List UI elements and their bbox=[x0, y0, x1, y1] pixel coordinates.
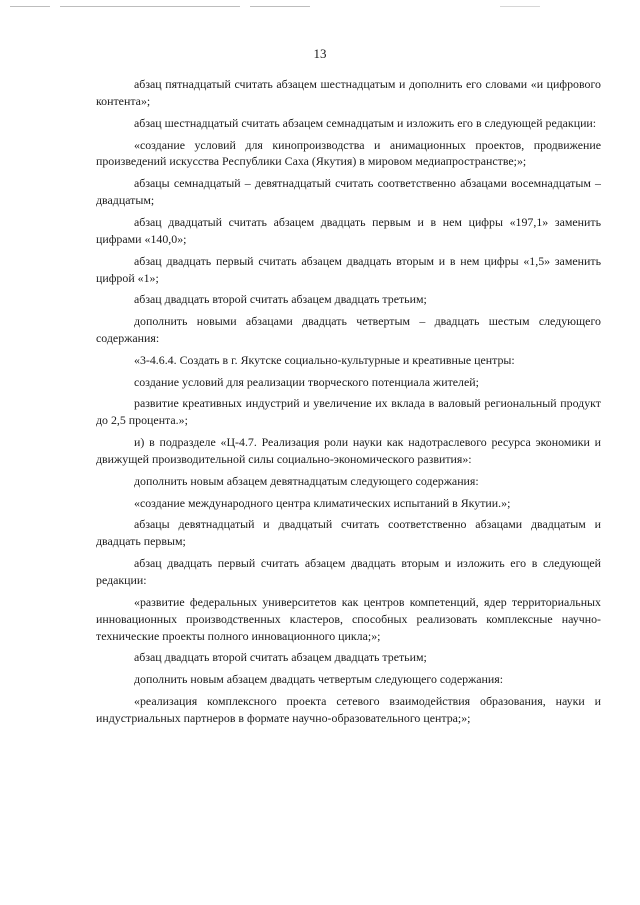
paragraph: абзац шестнадцатый считать абзацем семнадцатым и изложить его в следующей редакции: bbox=[134, 115, 597, 130]
paragraph: абзацы семнадцатый – девятнадцатый считать соответственно абзацами восемнадцатым – двадцатым; bbox=[96, 176, 601, 208]
scan-artifact-line bbox=[60, 6, 240, 7]
paragraph: абзацы девятнадцатый и двадцатый считать соответственно абзацами двадцатым и двадцать первым; bbox=[96, 517, 601, 549]
paragraph: абзац пятнадцатый считать абзацем шестнадцатым и дополнить его словами «и цифрового контента»; bbox=[96, 77, 601, 108]
document-body bbox=[96, 76, 601, 732]
paragraph: дополнить новым абзацем девятнадцатым следующего содержания: bbox=[134, 473, 479, 488]
paragraph: абзац двадцать второй считать абзацем двадцать третьим; bbox=[134, 292, 427, 307]
paragraph: и) в подразделе «Ц-4.7. Реализация роли науки как надотраслевого ресурса экономики и движущей производительной силы социально-экономического развития»: bbox=[96, 435, 601, 467]
paragraph: абзац двадцать первый считать абзацем двадцать вторым и в нем цифры «1,5» заменить цифрой «1»; bbox=[96, 253, 601, 285]
page-number: 13 bbox=[313, 46, 327, 61]
paragraph: дополнить новым абзацем двадцать четвертым следующего содержания: bbox=[134, 672, 504, 687]
scan-artifact-line bbox=[500, 6, 540, 7]
paragraph: «создание условий для кинопроизводства и анимационных проектов, продвижение произведений искусства Республики Саха (Якутия) в мировом медиапространстве;»; bbox=[96, 137, 601, 169]
paragraph: «создание международного центра климатических испытаний в Якутии.»; bbox=[134, 495, 511, 510]
paragraph: «развитие федеральных университетов как центров компетенций, ядер территориальных инновационных производственных кластеров, способных реализовать комплексные научно-технические проекты полного инновационного цикла;»; bbox=[96, 594, 601, 643]
paragraph: абзац двадцать второй считать абзацем двадцать третьим; bbox=[134, 650, 427, 665]
paragraph: дополнить новыми абзацами двадцать четвертым – двадцать шестым следующего содержания: bbox=[96, 314, 601, 346]
paragraph: «3-4.6.4. Создать в г. Якутске социально-культурные и креативные центры: bbox=[134, 352, 515, 367]
paragraph: абзац двадцатый считать абзацем двадцать первым и в нем цифры «197,1» заменить цифрами «140,0»; bbox=[96, 214, 601, 246]
scan-artifact-line bbox=[10, 6, 50, 7]
paragraph: «реализация комплексного проекта сетевого взаимодействия образования, науки и индустриальных партнеров в формате научно-образовательного центра;»; bbox=[96, 694, 601, 725]
paragraph: развитие креативных индустрий и увеличение их вклада в валовый региональный продукт до 2,5 процента.»; bbox=[96, 396, 601, 428]
paragraph: абзац двадцать первый считать абзацем двадцать вторым и изложить его в следующей редакции: bbox=[96, 556, 601, 588]
scan-artifact-line bbox=[250, 6, 310, 7]
paragraph: создание условий для реализации творческого потенциала жителей; bbox=[134, 374, 479, 389]
